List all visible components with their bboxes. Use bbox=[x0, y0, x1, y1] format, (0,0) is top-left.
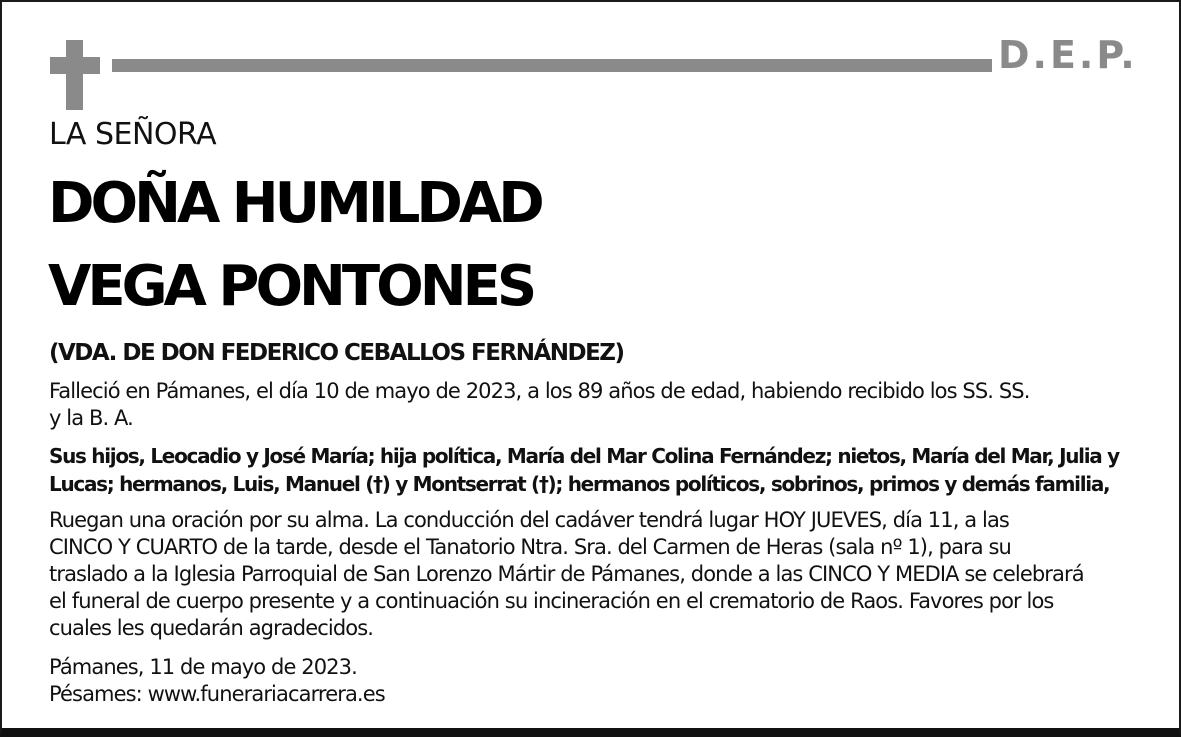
funeral-line: el funeral de cuerpo presente y a continuación su incineración en el crematorio de Raos. Favores por los bbox=[49, 589, 1054, 613]
deceased-name-line-2: VEGA PONTONES bbox=[48, 254, 534, 319]
death-line: y la B. A. bbox=[49, 406, 133, 430]
header-rule bbox=[112, 59, 992, 72]
funeral-paragraph bbox=[49, 507, 1149, 642]
cross-icon-bar bbox=[50, 57, 100, 74]
place-date: Pámanes, 11 de mayo de 2023. bbox=[49, 655, 357, 679]
funeral-line: Ruegan una oración por su alma. La conducción del cadáver tendrá lugar HOY JUEVES, día 11, a las bbox=[49, 508, 1009, 532]
family-paragraph bbox=[49, 442, 1149, 498]
cross-icon bbox=[66, 40, 83, 110]
death-paragraph bbox=[49, 378, 1149, 432]
widow-of: (VDA. DE DON FEDERICO CEBALLOS FERNÁNDEZ) bbox=[49, 340, 624, 366]
family-line: Lucas; hermanos, Luis, Manuel (†) y Montserrat (†); hermanos políticos, sobrinos, primos y demás familia, bbox=[49, 472, 1110, 496]
death-line: Falleció en Pámanes, el día 10 de mayo de 2023, a los 89 años de edad, habiendo recibido los SS. SS. bbox=[49, 379, 1030, 403]
family-line: Sus hijos, Leocadio y José María; hija política, María del Mar Colina Fernández; nietos, María del Mar, Julia y bbox=[49, 444, 1119, 468]
title-label: LA SEÑORA bbox=[49, 117, 217, 152]
condolences-link: Pésames: www.funerariacarrera.es bbox=[49, 682, 385, 706]
funeral-line: traslado a la Iglesia Parroquial de San Lorenzo Mártir de Pámanes, donde a las CINCO Y MEDIA se celebrará bbox=[49, 562, 1084, 586]
deceased-name-line-1: DOÑA HUMILDAD bbox=[48, 171, 541, 236]
funeral-line: CINCO Y CUARTO de la tarde, desde el Tanatorio Ntra. Sra. del Carmen de Heras (sala nº 1), para su bbox=[49, 535, 1011, 559]
dep-text: D.E.P. bbox=[998, 33, 1138, 77]
closing-paragraph bbox=[49, 654, 1149, 708]
funeral-line: cuales les quedarán agradecidos. bbox=[49, 616, 374, 640]
